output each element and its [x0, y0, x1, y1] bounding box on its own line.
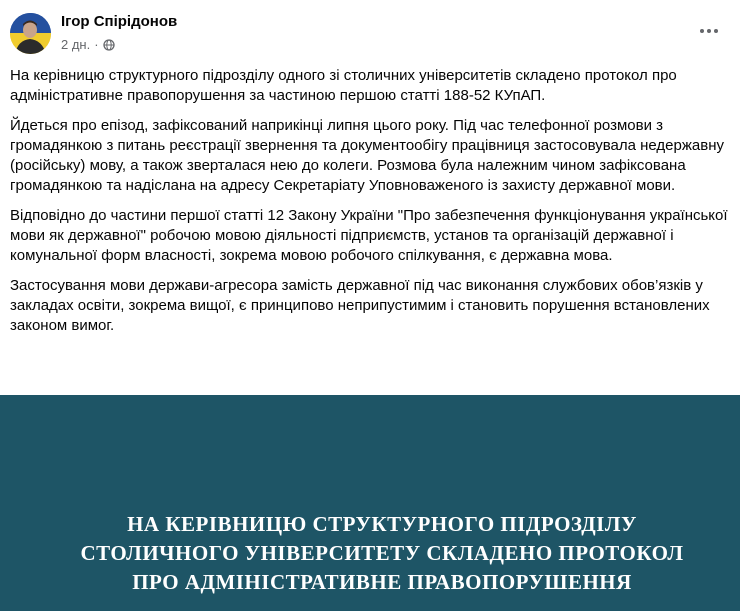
author-name[interactable]: Ігор Спірідонов: [61, 13, 178, 30]
post-time[interactable]: 2 дн.: [61, 37, 91, 52]
post-meta: [61, 37, 115, 52]
post-paragraph: Відповідно до частини першої статті 12 Закону України "Про забезпечення функціонування української мови як державної" робочою мовою діяльності підприємств, установ та організацій державної і комунальної форм власності, зокрема мовою робочого спілкування, є державна мова.: [10, 207, 728, 264]
more-options-icon[interactable]: [694, 18, 724, 44]
post-paragraph: На керівницю структурного підрозділу одного зі столичних університетів складено протокол про адміністративне правопорушення за частиною першою статті 188-52 КУпАП.: [10, 67, 677, 104]
avatar[interactable]: [10, 13, 51, 54]
meta-separator: ·: [94, 37, 99, 52]
headline-line: НА КЕРІВНИЦЮ СТРУКТУРНОГО ПІДРОЗДІЛУ: [127, 512, 637, 536]
globe-icon: [103, 39, 115, 51]
post-paragraph: Йдеться про епізод, зафіксований наприкінці липня цього року. Під час телефонної розмови з громадянкою з питань реєстрації звернення та документообігу працівниця застосовувала недержавну (російську) мову, а також зверталася нею до колеги. Розмова була належним чином зафіксована громадянкою та надіслана на адресу Секретаріату Уповноваженого із захисту державної мови.: [10, 117, 724, 194]
image-headline: [0, 510, 740, 597]
post-header: [0, 0, 740, 62]
avatar-photo: [10, 13, 51, 54]
more-dot: [707, 29, 711, 33]
post-text: [10, 66, 730, 346]
post-image[interactable]: [0, 395, 740, 611]
post-paragraph: Застосування мови держави-агресора замість державної під час виконання службових обов’язків у закладах освіти, зокрема вищої, є принципово неприпустимим і становить порушення встановлених законом вимог.: [10, 277, 710, 334]
headline-line: СТОЛИЧНОГО УНІВЕРСИТЕТУ СКЛАДЕНО ПРОТОКОЛ: [80, 541, 684, 565]
headline-line: ПРО АДМІНІСТРАТИВНЕ ПРАВОПОРУШЕННЯ: [132, 570, 632, 594]
more-dot: [714, 29, 718, 33]
more-dot: [700, 29, 704, 33]
